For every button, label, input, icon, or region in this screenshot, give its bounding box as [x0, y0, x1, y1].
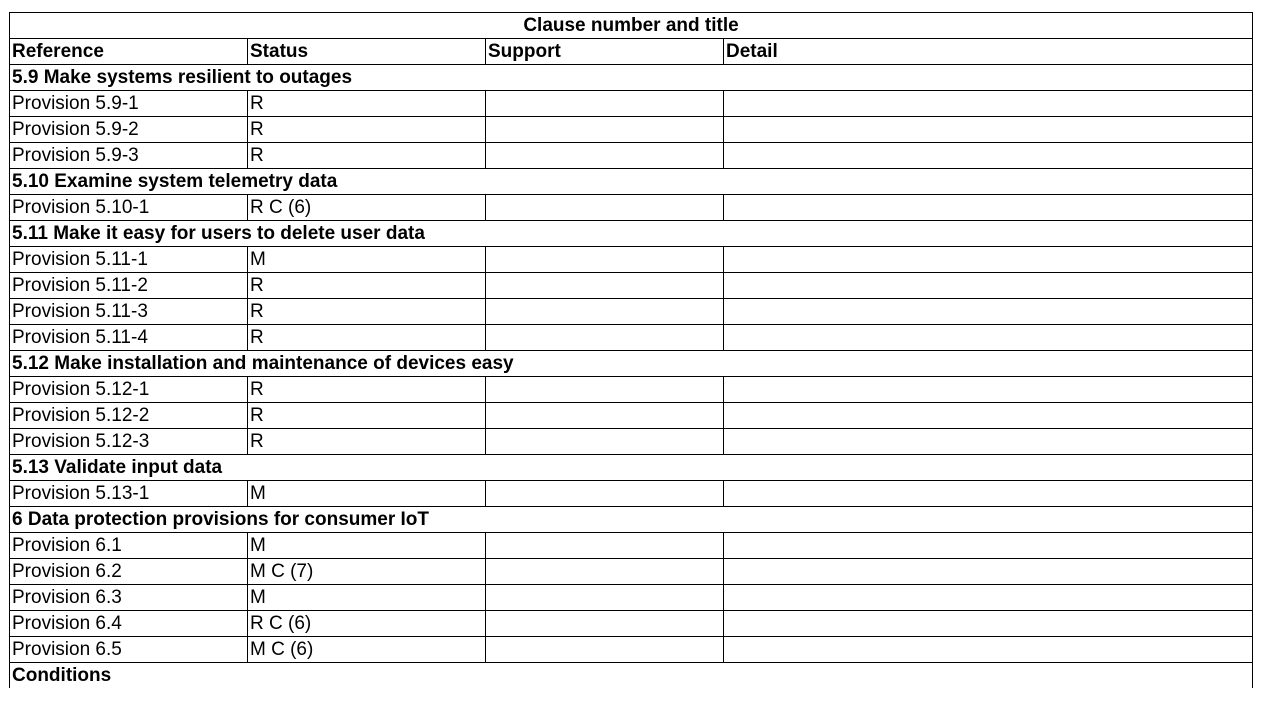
- cell-support: [486, 377, 724, 403]
- cell-detail: [724, 559, 1253, 585]
- cell-status: R: [248, 429, 486, 455]
- cell-support: [486, 403, 724, 429]
- cell-status: R: [248, 377, 486, 403]
- cell-status: R: [248, 325, 486, 351]
- clause-heading: 5.9 Make systems resilient to outages: [10, 65, 1253, 91]
- cell-reference: Provision 6.4: [10, 611, 248, 637]
- provision-row: [10, 273, 1253, 299]
- cell-status: R: [248, 273, 486, 299]
- provision-row: [10, 377, 1253, 403]
- cell-support: [486, 585, 724, 611]
- provision-row: [10, 611, 1253, 637]
- cell-reference: Provision 5.11-3: [10, 299, 248, 325]
- cell-detail: [724, 481, 1253, 507]
- cell-status: R: [248, 117, 486, 143]
- provision-row: [10, 403, 1253, 429]
- cell-reference: Provision 6.5: [10, 637, 248, 663]
- cell-support: [486, 429, 724, 455]
- cell-detail: [724, 377, 1253, 403]
- clause-heading-row: [10, 221, 1253, 247]
- clause-heading: 5.10 Examine system telemetry data: [10, 169, 1253, 195]
- cell-reference: Provision 5.11-2: [10, 273, 248, 299]
- cell-support: [486, 299, 724, 325]
- table-title: Clause number and title: [10, 13, 1253, 39]
- cell-status: R: [248, 299, 486, 325]
- provision-row: [10, 559, 1253, 585]
- provision-row: [10, 533, 1253, 559]
- cell-support: [486, 273, 724, 299]
- column-header-support: Support: [486, 39, 724, 65]
- cell-reference: Provision 6.1: [10, 533, 248, 559]
- cell-status: R: [248, 91, 486, 117]
- cell-detail: [724, 195, 1253, 221]
- cell-reference: Provision 5.10-1: [10, 195, 248, 221]
- cell-support: [486, 611, 724, 637]
- clause-heading-row: [10, 455, 1253, 481]
- cell-status: R C (6): [248, 611, 486, 637]
- cell-support: [486, 325, 724, 351]
- cell-reference: Provision 5.9-3: [10, 143, 248, 169]
- table-title-row: [10, 13, 1253, 39]
- cell-reference: Provision 6.3: [10, 585, 248, 611]
- cell-detail: [724, 585, 1253, 611]
- cell-support: [486, 637, 724, 663]
- clause-heading-row: [10, 351, 1253, 377]
- cell-support: [486, 247, 724, 273]
- cell-status: R C (6): [248, 195, 486, 221]
- provision-row: [10, 299, 1253, 325]
- table-body: [10, 13, 1253, 689]
- cell-reference: Provision 6.2: [10, 559, 248, 585]
- cell-status: R: [248, 143, 486, 169]
- cell-reference: Provision 5.12-3: [10, 429, 248, 455]
- clause-heading: 5.12 Make installation and maintenance of devices easy: [10, 351, 1253, 377]
- provision-row: [10, 91, 1253, 117]
- provision-row: [10, 195, 1253, 221]
- ics-clause-table: [9, 12, 1253, 688]
- column-header-row: [10, 39, 1253, 65]
- cell-detail: [724, 299, 1253, 325]
- cell-status: M C (7): [248, 559, 486, 585]
- provision-row: [10, 325, 1253, 351]
- provision-row: [10, 247, 1253, 273]
- cell-reference: Provision 5.9-1: [10, 91, 248, 117]
- cell-status: M: [248, 585, 486, 611]
- document-page: [9, 12, 1253, 688]
- provision-row: [10, 585, 1253, 611]
- provision-row: [10, 143, 1253, 169]
- cell-support: [486, 117, 724, 143]
- cell-support: [486, 481, 724, 507]
- clause-heading: 6 Data protection provisions for consumer IoT: [10, 507, 1253, 533]
- provision-row: [10, 429, 1253, 455]
- cell-status: M: [248, 533, 486, 559]
- cell-detail: [724, 533, 1253, 559]
- cell-detail: [724, 143, 1253, 169]
- conditions-heading: Conditions: [10, 663, 1253, 689]
- cell-support: [486, 533, 724, 559]
- cell-support: [486, 143, 724, 169]
- cell-detail: [724, 91, 1253, 117]
- cell-detail: [724, 403, 1253, 429]
- cell-reference: Provision 5.13-1: [10, 481, 248, 507]
- cell-detail: [724, 117, 1253, 143]
- clause-heading-row: [10, 507, 1253, 533]
- cell-reference: Provision 5.11-1: [10, 247, 248, 273]
- cell-status: M C (6): [248, 637, 486, 663]
- column-header-status: Status: [248, 39, 486, 65]
- cell-detail: [724, 325, 1253, 351]
- provision-row: [10, 481, 1253, 507]
- cell-status: R: [248, 403, 486, 429]
- column-header-detail: Detail: [724, 39, 1253, 65]
- cell-detail: [724, 611, 1253, 637]
- clause-heading-row: [10, 65, 1253, 91]
- cell-support: [486, 91, 724, 117]
- provision-row: [10, 117, 1253, 143]
- clause-heading: 5.13 Validate input data: [10, 455, 1253, 481]
- clause-heading: 5.11 Make it easy for users to delete user data: [10, 221, 1253, 247]
- cell-detail: [724, 273, 1253, 299]
- cell-reference: Provision 5.12-2: [10, 403, 248, 429]
- cell-status: M: [248, 481, 486, 507]
- cell-detail: [724, 247, 1253, 273]
- cell-support: [486, 195, 724, 221]
- cell-support: [486, 559, 724, 585]
- cell-reference: Provision 5.9-2: [10, 117, 248, 143]
- cell-status: M: [248, 247, 486, 273]
- cell-reference: Provision 5.12-1: [10, 377, 248, 403]
- provision-row: [10, 637, 1253, 663]
- cell-detail: [724, 637, 1253, 663]
- cell-detail: [724, 429, 1253, 455]
- conditions-heading-row: [10, 663, 1253, 689]
- cell-reference: Provision 5.11-4: [10, 325, 248, 351]
- clause-heading-row: [10, 169, 1253, 195]
- column-header-reference: Reference: [10, 39, 248, 65]
